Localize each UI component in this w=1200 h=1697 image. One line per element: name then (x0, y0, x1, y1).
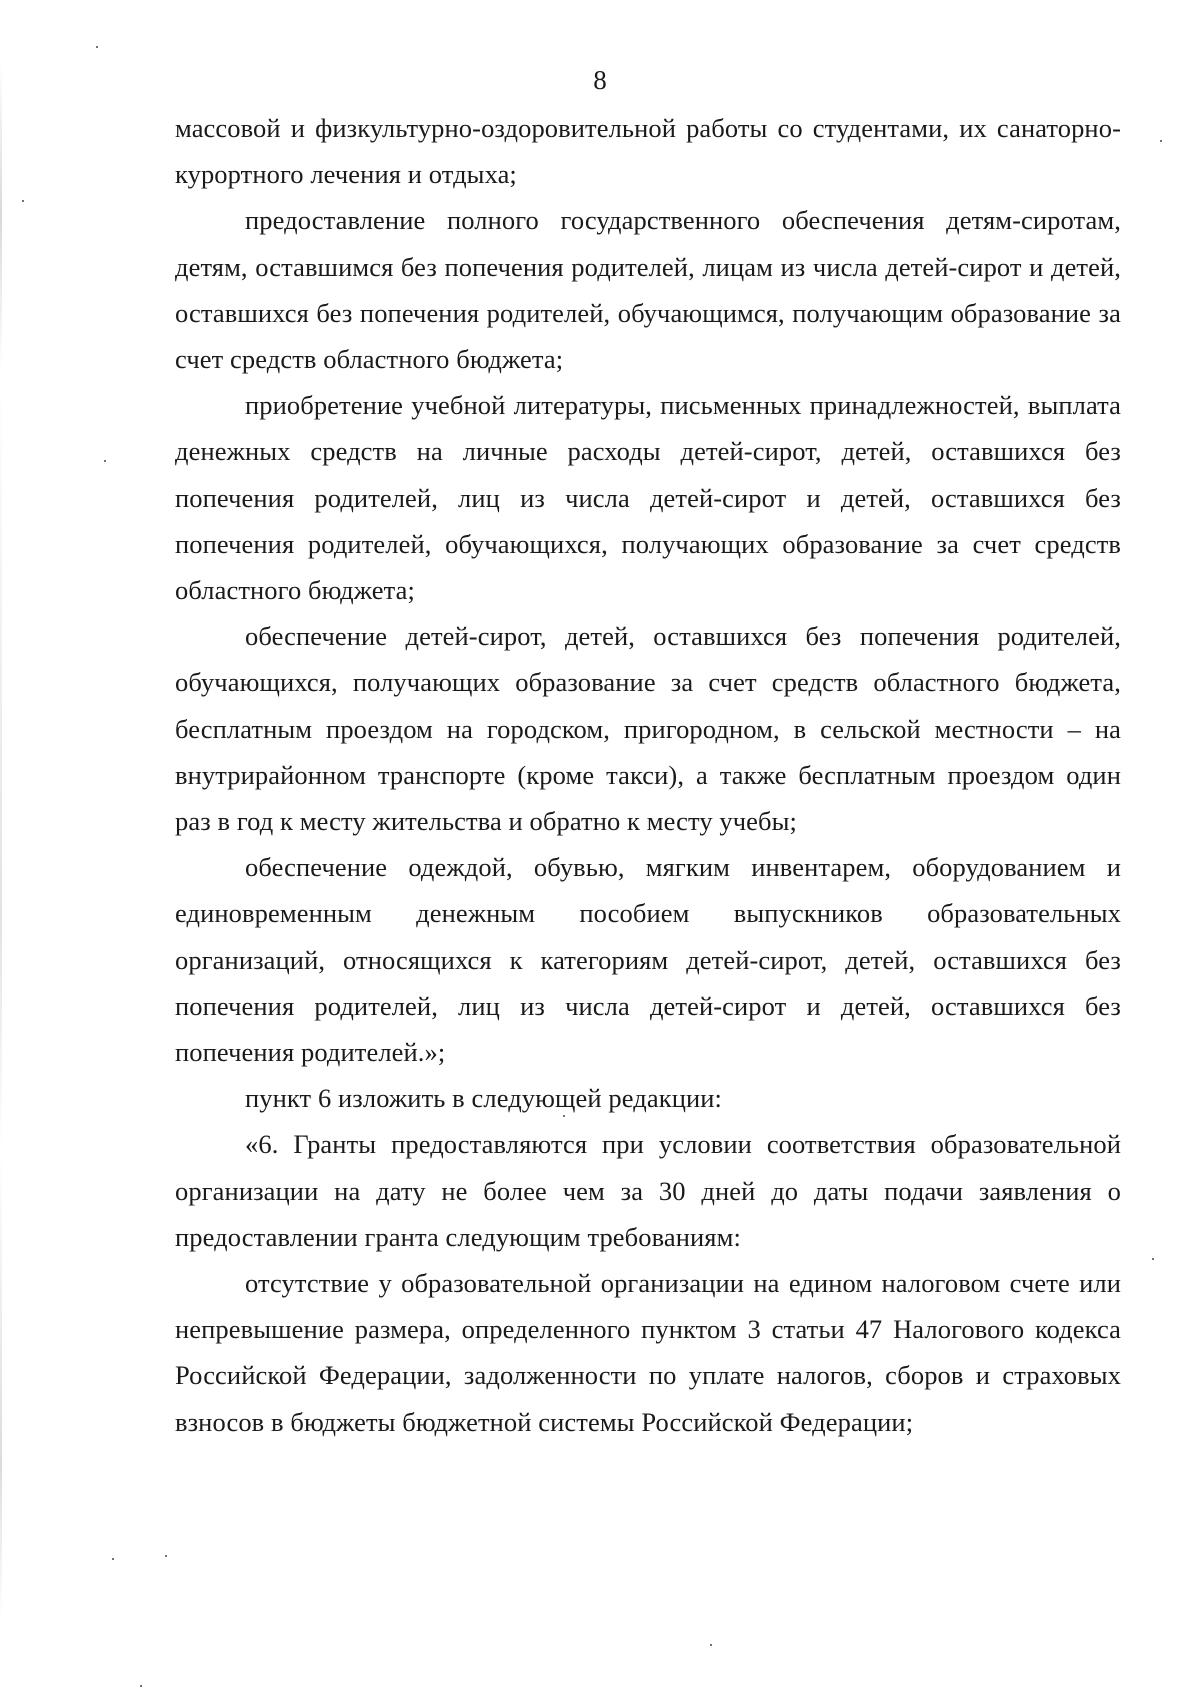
scan-speck (165, 1555, 167, 1557)
scan-speck (1152, 1258, 1154, 1260)
scan-speck (563, 1115, 565, 1117)
paragraph: отсутствие у образовательной организации на едином налоговом счете или непревышение размера, определенного пунктом 3 статьи 47 Налогового кодекса Российской Федерации, задолженности по уплате налогов, сборов и страховых взносов в бюджеты бюджетной системы Российской Федерации; (175, 1268, 1121, 1437)
scan-speck (22, 200, 24, 202)
page-number: 8 (593, 65, 607, 95)
document-body (175, 105, 1121, 1445)
scan-edge-shadow (0, 60, 2, 1620)
scan-speck (104, 460, 106, 462)
paragraph: обеспечение детей-сирот, детей, оставшихся без попечения родителей, обучающихся, получающих образование за счет средств областного бюджета, бесплатным проездом на городском, пригородном, в сельской местности – на внутрирайонном транспорте (кроме такси), а также бесплатным проездом один раз в год к месту жительства и обратно к месту учебы; (175, 621, 1121, 837)
scan-speck (140, 1685, 142, 1687)
scan-speck (1160, 140, 1162, 142)
scan-speck (96, 46, 98, 48)
paragraph: обеспечение одеждой, обувью, мягким инвентарем, оборудованием и единовременным денежным пособием выпускников образовательных организаций, относящихся к категориям детей-сирот, детей, оставшихся без попечения родителей, лиц из числа детей-сирот и детей, оставшихся без попечения родителей.»; (175, 852, 1121, 1068)
paragraph: пункт 6 изложить в следующей редакции: (245, 1083, 722, 1114)
paragraph: предоставление полного государственного обеспечения детям-сиротам, детям, оставшимся без попечения родителей, лицам из числа детей-сирот и детей, оставшихся без попечения родителей, обучающимся, получающим образование за счет средств областного бюджета; (175, 205, 1121, 375)
paragraph-continued: массовой и физкультурно-оздоровительной работы со студентами, их санаторно-курортного лечения и отдыха; (175, 113, 1121, 190)
scan-speck (710, 1644, 712, 1646)
paragraph: приобретение учебной литературы, письменных принадлежностей, выплата денежных средств на личные расходы детей-сирот, детей, оставшихся без попечения родителей, лиц из числа детей-сирот и детей, оставшихся без попечения родителей, обучающихся, получающих образование за счет средств областного бюджета; (175, 390, 1121, 606)
paragraph: «6. Гранты предоставляются при условии соответствия образовательной организации на дату не более чем за 30 дней до даты подачи заявления о предоставлении гранта следующим требованиям: (175, 1129, 1121, 1252)
scan-speck (112, 1558, 114, 1560)
